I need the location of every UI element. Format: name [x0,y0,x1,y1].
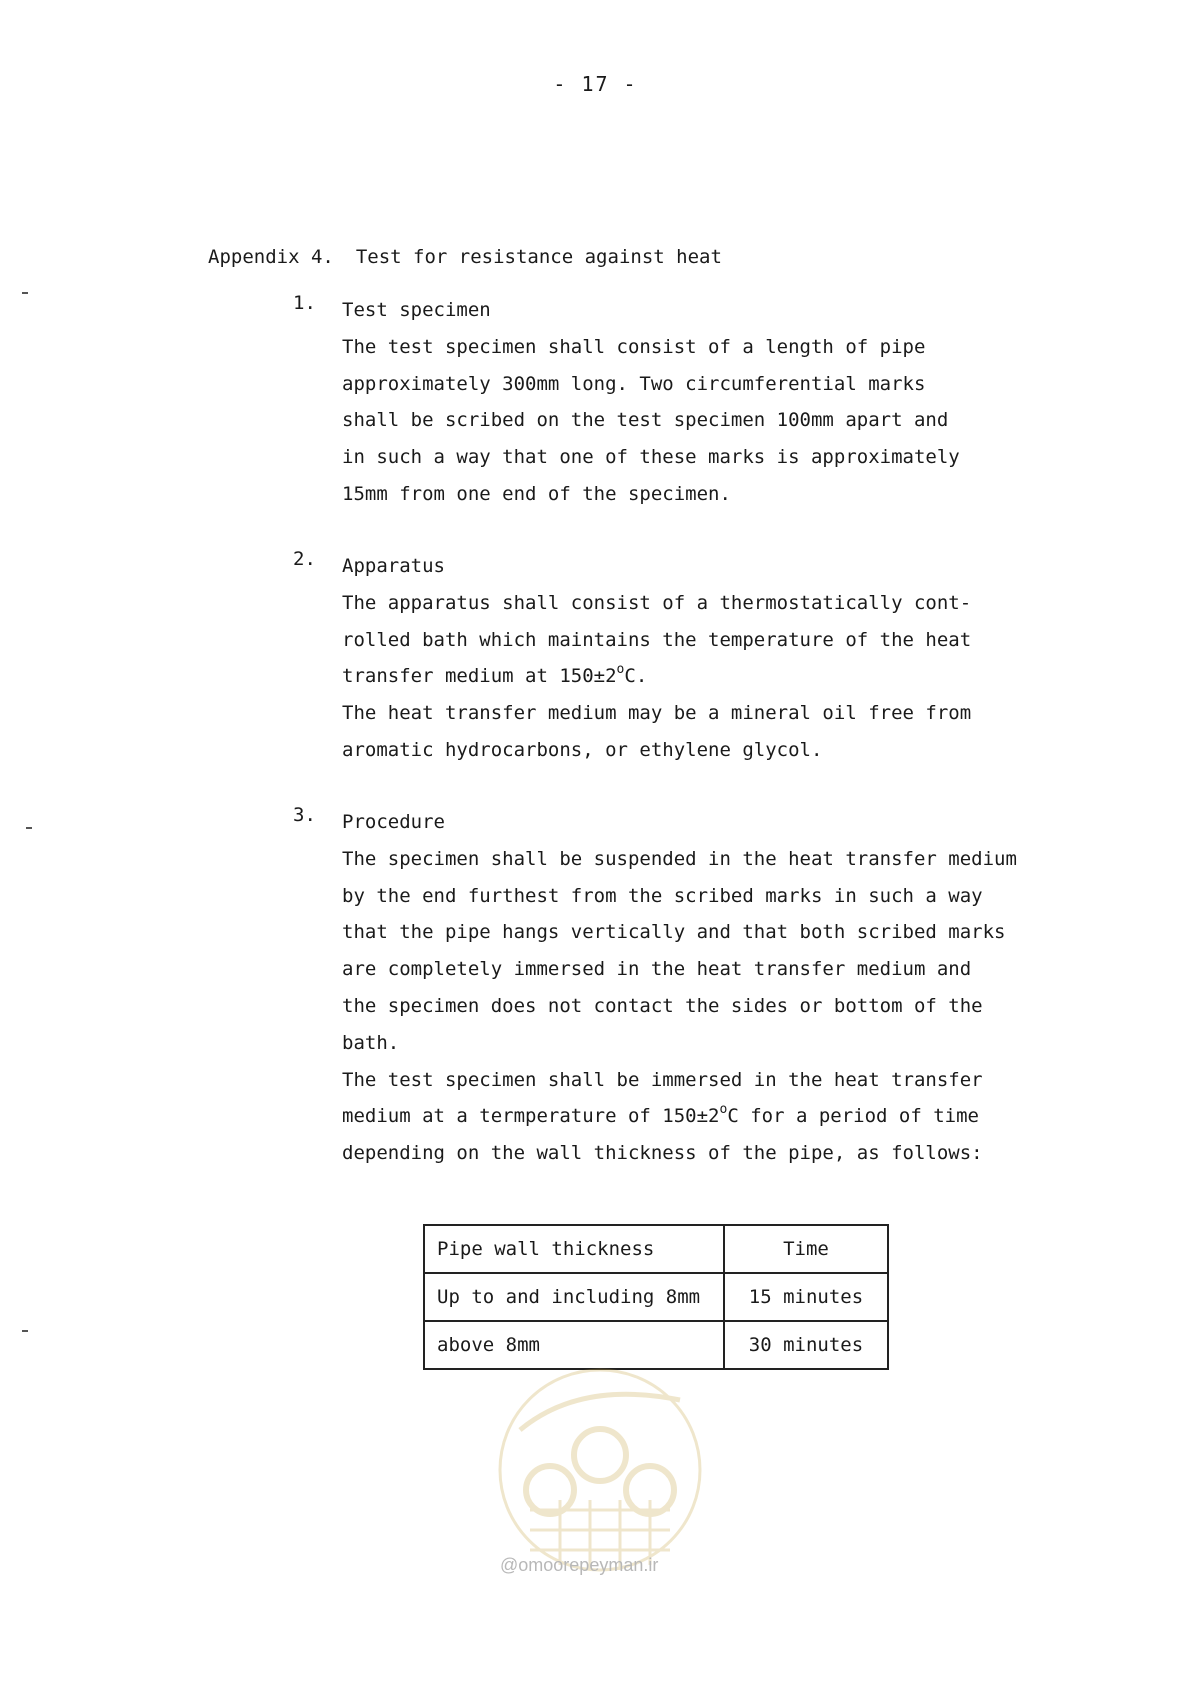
table-cell: 15 minutes [724,1273,888,1321]
appendix-label: Appendix 4. [208,246,334,268]
degree-mark: o [616,662,625,678]
table-row [424,1273,888,1321]
table-header-cell: Time [724,1225,888,1273]
paragraph-line: The heat transfer medium may be a mineral oil free from [342,702,972,725]
section-number: 3. [293,804,316,826]
paragraph-line: shall be scribed on the test specimen 100mm apart and [342,409,949,432]
section-title: Apparatus [342,555,445,577]
section-number: 1. [293,292,316,314]
paragraph-line: rolled bath which maintains the temperature of the heat [342,628,972,651]
scan-mark [22,1330,28,1332]
section-body [342,804,1017,1172]
paragraph-line [342,1098,1017,1135]
section-body [342,548,971,769]
paragraph-line: The test specimen shall be immersed in the heat transfer [342,1068,983,1091]
table-header-row [424,1225,888,1273]
temperature-text: transfer medium at 150±2 [342,665,617,688]
table-cell: Up to and including 8mm [424,1273,724,1321]
section-number: 2. [293,548,316,570]
paragraph-line: depending on the wall thickness of the pipe, as follows: [342,1142,983,1165]
watermark-text: @omoorepeyman.ir [500,1555,659,1575]
paragraph-line: aromatic hydrocarbons, or ethylene glycol. [342,738,823,761]
paragraph-line: The test specimen shall consist of a length of pipe [342,335,926,358]
paragraph-line: bath. [342,1031,400,1054]
appendix-title: Test for resistance against heat [355,246,722,268]
table-cell: 30 minutes [724,1321,888,1369]
degree-mark: o [719,1102,728,1118]
scan-mark [22,292,28,294]
section-title: Procedure [342,811,445,833]
appendix-heading [208,246,722,268]
watermark-seal-icon [490,1360,710,1580]
paragraph-line: in such a way that one of these marks is approximately [342,446,960,469]
section-title: Test specimen [342,299,491,321]
paragraph-line: are completely immersed in the heat transfer medium and [342,958,972,981]
paragraph-line [342,658,971,695]
temperature-text: medium at a termperature of 150±2 [342,1105,720,1128]
page-number-value: 17 [581,72,610,96]
scan-mark [26,827,32,829]
temperature-unit: C. [624,665,648,688]
paragraph-line: 15mm from one end of the specimen. [342,482,731,505]
paragraph-line: the specimen does not contact the sides or bottom of the [342,994,983,1017]
paragraph-line: by the end furthest from the scribed marks in such a way [342,884,983,907]
paragraph-line: approximately 300mm long. Two circumferential marks [342,372,926,395]
section-body [342,292,960,513]
paragraph-line: The apparatus shall consist of a thermostatically cont- [342,591,972,614]
paragraph-line: that the pipe hangs vertically and that both scribed marks [342,921,1006,944]
temperature-tail: C for a period of time [727,1105,979,1128]
paragraph-line: The specimen shall be suspended in the heat transfer medium [342,847,1017,870]
page-number: - 17 - [553,72,638,96]
table-cell: above 8mm [424,1321,724,1369]
thickness-time-table [423,1224,889,1370]
table-header-cell: Pipe wall thickness [424,1225,724,1273]
